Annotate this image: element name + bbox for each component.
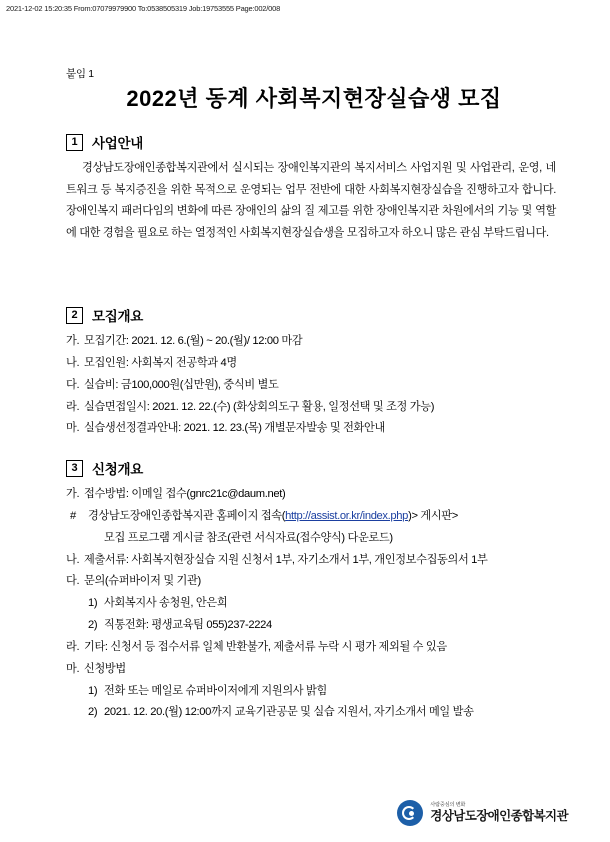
section-recruitment-overview [66,305,556,440]
list-item [66,659,556,681]
list-marker: 나. [66,356,80,369]
list-item-text: 사회복지사 송청원, 안은희 [104,597,228,610]
list-marker: 다. [66,575,80,588]
list-item [66,375,556,397]
list-item-staff [66,593,556,615]
list-marker: 다. [66,378,80,391]
list-item-program-note: 모집 프로그램 게시글 참조(관련 서식자료(접수양식) 다운로드) [104,531,393,544]
list-item-text: 직통전화: 평생교육팀 055)237-2224 [104,619,272,632]
homepage-text-after: )> 게시판> [408,509,458,522]
attachment-label: 붙임 1 [66,68,94,80]
list-item-text: 신청방법 [84,662,126,675]
list-marker: # [70,509,76,522]
list-item [66,331,556,353]
list-item [66,571,556,593]
homepage-text-before: 경상남도장애인종합복지관 홈페이지 접속( [88,509,286,522]
list-marker: 가. [66,335,80,347]
list-marker: 2) [88,619,98,632]
application-list-continued [66,550,556,594]
homepage-link[interactable]: http://assist.or.kr/index.php [285,509,409,522]
section-header [66,458,556,478]
list-item-text: 제출서류: 사회복지현장실습 지원 신청서 1부, 자기소개서 1부, 개인정보수집동의서 1부 [84,553,488,566]
list-item-text: 2021. 12. 20.(월) 12:00까지 교육기관공문 및 실습 지원서, 자기소개서 메일 발송 [104,706,474,719]
section-title: 모집개요 [92,309,143,324]
document-footer [397,800,568,826]
section-paragraph [66,158,556,244]
section-title: 신청개요 [92,462,143,477]
list-item [66,353,556,375]
list-item-text: 접수방법: 이메일 접수(gnrc21c@daum.net) [84,488,286,500]
section-number: 3 [66,460,83,477]
section-header [66,305,556,325]
list-marker: 2) [88,706,98,719]
list-item-text: 문의(슈퍼바이저 및 기관) [84,575,201,588]
list-item-phone [66,615,556,637]
section-number: 1 [66,134,83,151]
application-list [66,484,556,506]
list-item [66,550,556,572]
list-item [66,418,556,440]
list-item-text: 실습비: 금100,000원(십만원), 중식비 별도 [84,378,279,391]
list-marker: 마. [66,422,80,435]
fax-transmission-header: 2021-12-02 15:20:35 From:07079979900 To:0538505319 Job:19753555 Page:002/008 [6,4,281,13]
list-item [66,397,556,419]
page-title: 2022년 동계 사회복지현장실습생 모집 [126,86,502,111]
list-marker: 1) [88,597,98,610]
section-application-overview [66,458,556,724]
footer-organization-block [430,803,568,823]
swirl-logo-icon [397,800,423,826]
list-item-text: 모집기간: 2021. 12. 6.(월) ~ 20.(월)/ 12:00 마감 [84,335,303,347]
list-item-text: 실습면접일시: 2021. 12. 22.(수) (화상회의도구 활용, 일정선택 및 조정 가능) [84,400,435,413]
section-header [66,132,556,152]
list-marker: 나. [66,553,80,566]
section-title: 사업안내 [92,136,143,151]
list-item-text: 전화 또는 메일로 슈퍼바이저에게 지원의사 밝힘 [104,684,327,697]
paragraph-text: 경상남도장애인종합복지관에서 실시되는 장애인복지관의 복지서비스 사업지원 및 사업관리, 운영, 네트워크 등 복지증진을 위한 목적으로 운영되는 업무 전반에 대한 사회복지현장실습을 진행하고자 합니다. 장애인복지 패러다임의 변화에 따른 장애인의 삶의 질 제고를 위한 장애인복지관 차원에서의 기능 및 역할에 대한 경험을 필요로 하는 열정적인 사회복지현장실습생을 모집하고자 하오니 많은 관심 부탁드립니다. [66,162,556,239]
list-item-text: 모집인원: 사회복지 전공학과 4명 [84,356,237,369]
list-marker: 라. [66,400,80,413]
application-list-tail [66,637,556,681]
list-item [66,484,556,506]
list-item [66,637,556,659]
list-marker: 가. [66,488,80,500]
footer-organization-name: 경상남도장애인종합복지관 [430,808,568,823]
list-item-apply-step1 [66,681,556,703]
section-business-intro [66,132,556,244]
footer-slogan: 사람중심의 변화 [430,801,466,808]
list-item-homepage [66,506,556,528]
recruitment-list [66,331,556,440]
list-item-text: 실습생선정결과안내: 2021. 12. 23.(목) 개별문자발송 및 전화안내 [84,422,385,435]
list-item-text: 기타: 신청서 등 접수서류 일체 반환불가, 제출서류 누락 시 평가 제외될 수 있음 [84,640,447,653]
list-marker: 마. [66,662,80,675]
list-marker: 1) [88,684,98,697]
list-marker: 라. [66,640,80,653]
section-number: 2 [66,307,83,324]
list-item-apply-step2 [66,702,556,724]
